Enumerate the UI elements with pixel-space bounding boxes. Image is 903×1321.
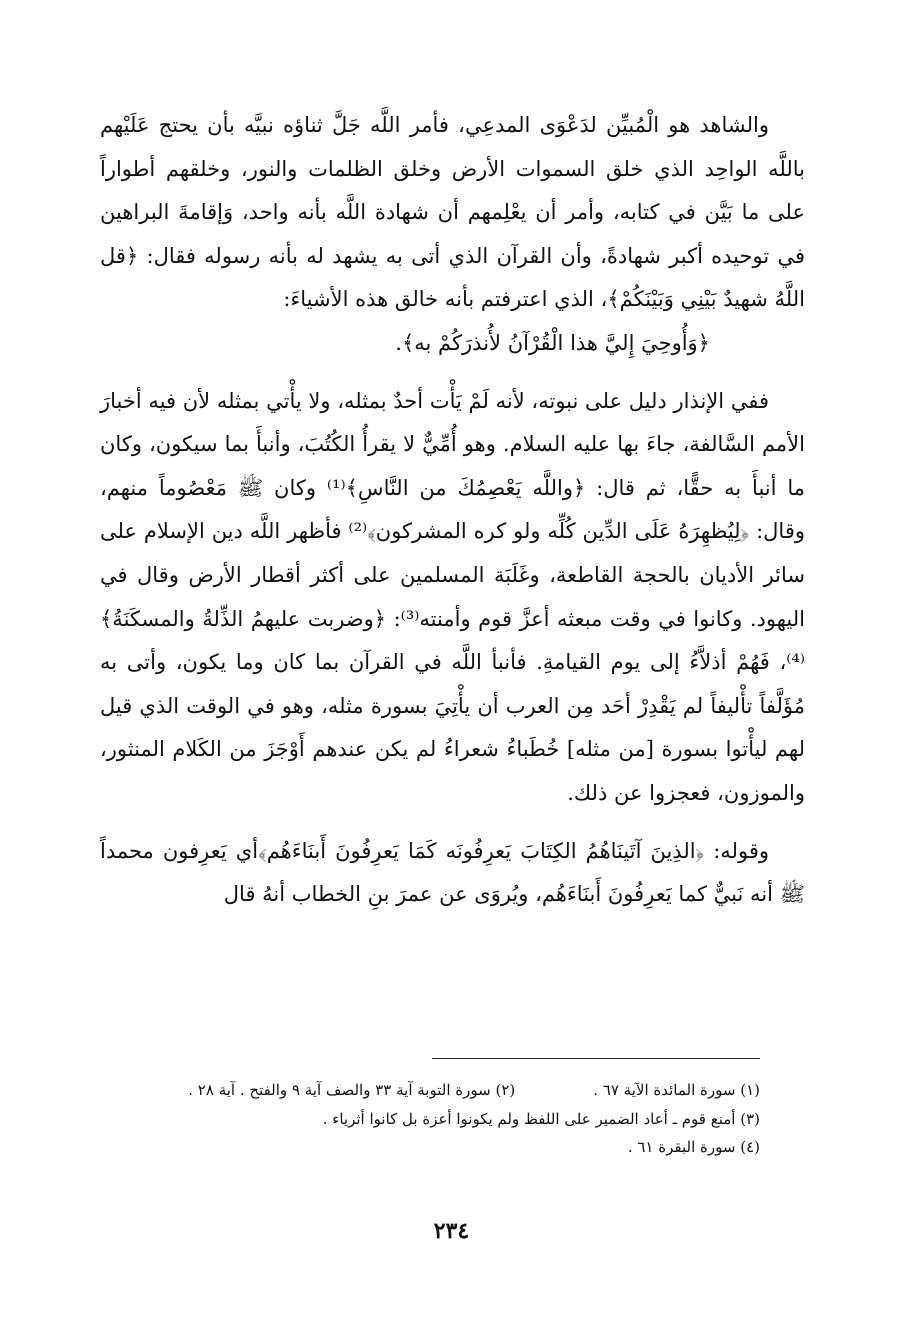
footnote-4: (٤) سورة البقرة ٦١ . bbox=[627, 1138, 760, 1156]
footnote-row bbox=[140, 1133, 760, 1162]
footnote-1: (١) سورة المائدة الآية ٦٧ . bbox=[593, 1081, 760, 1099]
main-text bbox=[100, 104, 805, 917]
page-number: ٢٣٤ bbox=[433, 1218, 470, 1244]
footnote-3: (٣) أمنع قوم ـ أعاد الضمير على اللفظ ولم يكونوا أعزة بل كانوا أثرياء . bbox=[322, 1109, 760, 1128]
paragraph: والشاهد هو الْمُبيِّن لدَعْوَى المدعِي، فأمر اللَّه جَلَّ ثناؤه نبيَّه بأن يحتج عَلَيْهم باللَّه الواحِد الذي خلق السموات الأرض وخلق الظلمات والنور، وخلقهم أطواراً على ما بَيَّن في كتابه، وأمر أن يعْلِمهم أن شهادة اللَّه بأنه واحد، وَإقامةَ البراهين في توحيده أكبر شهادةً، وأن القرآن الذي أتى به يشهد له بأنه رسوله فقال: ﴿قل اللَّهُ شهيدٌ بَيْنِي وَبَيْنَكُمْ﴾، الذي اعترفتم بأنه خالق هذه الأشياءَ: bbox=[100, 113, 805, 312]
footnotes bbox=[140, 1076, 760, 1162]
footnote-row bbox=[140, 1076, 760, 1105]
paragraph: وقوله: ﴿الذِينَ آتَينَاهُمُ الكِتَابَ يَعرِفُونَه كَمَا يَعرِفُونَ أَبنَاءَهُم﴾أي يَعرِفون محمداً ﷺ أنه نَبيٌّ كما يَعرِفُونَ أَبنَاءَهُم، ويُروَى عن عمرَ بنِ الخطاب أنهُ قال bbox=[100, 838, 805, 907]
footnote-2: (٢) سورة التوبة آية ٣٣ والصف آية ٩ والفتح . آية ٢٨ . bbox=[188, 1081, 516, 1099]
footnote-divider bbox=[432, 1058, 760, 1059]
footnote-row bbox=[140, 1105, 760, 1134]
quran-quote-line: ﴿وَأُوحِيَ إِليَّ هذا الْقُرْآنُ لأُنذرَكُمْ به﴾. bbox=[395, 330, 710, 355]
paragraph: ففي الإنذار دليل على نبوته، لأنه لَمْ يَأْت أحدٌ بمثله، ولا يأْتي بمثله لأن فيه أخبارَ الأمم السَّالفة، جاءَ بها عليه السلام. وهو أُمِّيٌّ لا يقرأُ الكُتُبَ، وأنبأَ بما سيكون، وكان ما أنبأَ به حقًّا، ثم قال: ﴿واللَّه يَعْصِمُكَ من النَّاسِ﴾⁽¹⁾ وكان ﷺ مَعْصُوماً منهم، وقال: ﴿لِيُظهِرَهُ عَلَى الدِّين كُلِّه ولو كره المشركون﴾⁽²⁾ فأظهر اللَّه دين الإسلام على سائر الأديان بالحجة القاطعة، وغَلَبَة المسلمين على أكثر أقطار الأرض وقال في اليهود. وكانوا في وقت مبعثه أعزَّ قوم وأمنته⁽³⁾: ﴿وضربت عليهمُ الذِّلةُ والمسكَنَةُ﴾⁽⁴⁾، فَهُمْ أذلاَّءُ إلى يوم القيامةِ. فأنبأ اللَّه في القرآن بما كان وما يكون، وأتى به مُؤَلَّفاً تأْليفاً لم يَقْدِرْ أحَد مِن العرب أن يأْتِيَ بسورة مثله، وهو في الوقت الذي قيل لهم ليأْتوا بسورة [من مثله] خُطَباءُ شعراءُ لم يكن عندهم أَوْجَزَ من الكَلام المنثور، والموزون، فعجزوا عن ذلك. bbox=[100, 388, 805, 805]
